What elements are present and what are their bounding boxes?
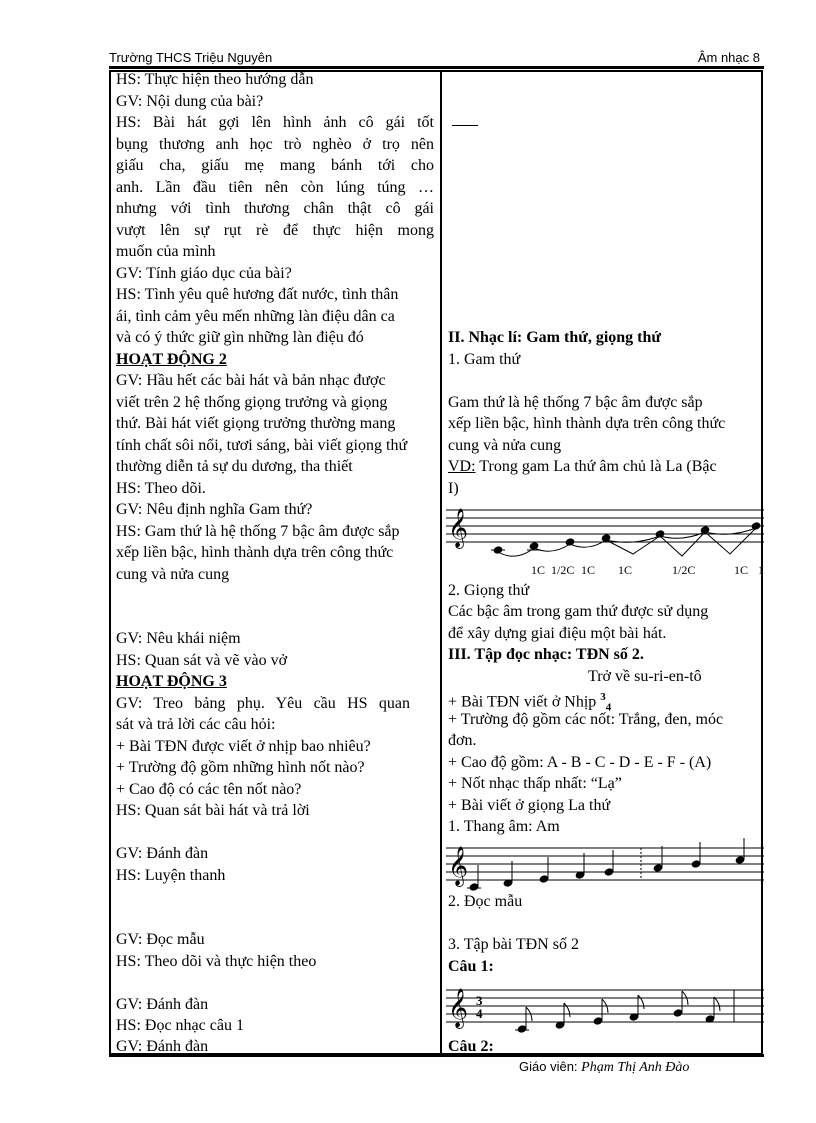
- interval-label: 1C: [531, 563, 546, 577]
- treble-clef-icon: 𝄞: [448, 846, 469, 886]
- time-signature-text: + Bài TĐN viết ở Nhịp: [448, 693, 597, 711]
- right-line: 3. Tập bài TĐN số 2: [448, 936, 579, 953]
- left-line: giấu cha, giấu mẹ mang bánh tới cho: [116, 157, 434, 174]
- left-line: ái, tình cảm yêu mến những làn điệu dân ca: [116, 308, 395, 325]
- right-line: [448, 456, 717, 478]
- song-title: Trở về su-ri-en-tô: [588, 668, 702, 685]
- left-line: HS: Quan sát bài hát và trả lời: [116, 802, 310, 819]
- left-line: anh. Lần đầu tiên nên còn lúng túng …: [116, 179, 434, 196]
- interval-label: 1C: [734, 563, 749, 577]
- right-line: 1. Thang âm: Am: [448, 818, 560, 835]
- right-line: I): [448, 480, 459, 497]
- right-line: để xây dựng giai điệu một bài hát.: [448, 625, 667, 642]
- activity-heading: HOẠT ĐỘNG 2: [116, 351, 227, 368]
- teacher-label: Giáo viên:: [519, 1059, 578, 1074]
- time-sig-top: 3: [600, 691, 606, 703]
- left-line: HS: Luyện thanh: [116, 867, 226, 884]
- interval-label: 1C: [618, 563, 633, 577]
- left-line: GV: Treo bảng phụ. Yêu cầu HS quan: [116, 695, 410, 712]
- right-line: 1. Gam thứ: [448, 351, 521, 368]
- left-line: HS: Theo dõi.: [116, 480, 206, 497]
- time-sig-top-mark: 3: [476, 993, 483, 1008]
- left-line: HS: Bài hát gợi lên hình ảnh cô gái tốt: [116, 114, 434, 131]
- time-sig-bottom: 4: [605, 701, 612, 714]
- left-line: HS: Theo dõi và thực hiện theo: [116, 953, 317, 970]
- scale-staff-2: [446, 838, 764, 892]
- right-line: + Cao độ gồm: A - B - C - D - E - F - (A): [448, 754, 712, 771]
- page-header: [109, 50, 764, 65]
- left-line: tính chất sôi nổi, tươi sáng, bài viết giọng thứ: [116, 437, 408, 454]
- interval-label: 1/2C: [672, 563, 696, 577]
- left-line: xếp liền bậc, hình thành dựa trên công thức: [116, 544, 394, 561]
- right-line: Gam thứ là hệ thống 7 bậc âm được sắp: [448, 394, 703, 411]
- right-line: + Bài viết ở giọng La thứ: [448, 797, 611, 814]
- left-line: GV: Nêu khái niệm: [116, 630, 241, 647]
- right-line: cung và nửa cung: [448, 437, 562, 454]
- left-line: GV: Đánh đàn: [116, 845, 209, 862]
- left-line: và có ý thức giữ gìn những làn điệu đó: [116, 329, 364, 346]
- footer: [519, 1059, 689, 1076]
- left-line: HS: Đọc nhạc câu 1: [116, 1017, 244, 1034]
- school-name: Trường THCS Triệu Nguyên: [109, 50, 273, 65]
- teacher-name: Phạm Thị Anh Đào: [581, 1060, 690, 1075]
- left-line: GV: Đánh đàn: [116, 1038, 209, 1054]
- interval-label: 1: [758, 563, 764, 577]
- interval-label: 1/2C: [551, 563, 575, 577]
- treble-clef-icon: 𝄞: [448, 988, 469, 1028]
- left-line: HS: Gam thứ là hệ thống 7 bậc âm được sắp: [116, 523, 400, 540]
- left-line: vượt lên sự rụt rè để thực hiện mong: [116, 222, 434, 239]
- example-text: Trong gam La thứ âm chủ là La (Bậc: [475, 458, 717, 475]
- right-line: 2. Đọc mẫu: [448, 893, 523, 910]
- right-line: xếp liền bậc, hình thành dựa trên công thức: [448, 415, 726, 432]
- left-line: GV: Hầu hết các bài hát và bản nhạc được: [116, 372, 386, 389]
- left-line: GV: Đọc mẫu: [116, 931, 205, 948]
- activity-heading: HOẠT ĐỘNG 3: [116, 673, 227, 690]
- right-line: + Trường độ gồm các nốt: Trắng, đen, móc: [448, 711, 724, 728]
- left-line: cung và nửa cung: [116, 566, 230, 583]
- left-line: GV: Tính giáo dục của bài?: [116, 265, 292, 282]
- phrase-label: Câu 2:: [448, 1038, 494, 1054]
- left-line: GV: Nêu định nghĩa Gam thứ?: [116, 501, 313, 518]
- section-heading: III. Tập đọc nhạc: TĐN số 2.: [448, 646, 644, 663]
- example-label: VD:: [448, 458, 476, 475]
- left-line: thường diễn tả sự du dương, tha thiết: [116, 458, 353, 475]
- right-line: + Nốt nhạc thấp nhất: “Lạ”: [448, 775, 622, 792]
- left-line: + Trường độ gồm những hình nốt nào?: [116, 759, 365, 776]
- phrase-label: Câu 1:: [448, 958, 494, 975]
- left-line: HS: Thực hiện theo hướng dẫn: [116, 71, 314, 88]
- left-line: bụng thương anh học trò nghèo ở trọ nên: [116, 136, 434, 153]
- left-line: + Bài TĐN được viết ở nhịp bao nhiêu?: [116, 738, 371, 755]
- left-line: muốn của mình: [116, 243, 216, 260]
- left-line: HS: Quan sát và vẽ vào vở: [116, 652, 288, 669]
- time-sig-bottom-mark: 4: [476, 1006, 483, 1021]
- left-line: viết trên 2 hệ thống giọng trưởng và giọng: [116, 394, 388, 411]
- phrase-staff-1: [446, 980, 764, 1034]
- left-line: + Cao độ có các tên nốt nào?: [116, 781, 302, 798]
- scale-staff-1: [446, 496, 764, 580]
- right-line: Các bậc âm trong gam thứ được sử dụng: [448, 603, 709, 620]
- right-line: đơn.: [448, 732, 477, 749]
- bottom-rule: [109, 1054, 764, 1057]
- right-line: 2. Giọng thứ: [448, 582, 530, 599]
- treble-clef-icon: 𝄞: [448, 508, 469, 548]
- left-line: HS: Tình yêu quê hương đất nước, tình thân: [116, 286, 399, 303]
- left-line: sát và trả lời các câu hỏi:: [116, 716, 276, 733]
- column-divider: [440, 70, 442, 1055]
- subject-name: Âm nhạc 8: [697, 50, 760, 65]
- left-line: thứ. Bài hát viết giọng trưởng thường mang: [116, 415, 396, 432]
- left-line: nhưng với tình thương chân thật cô gái: [116, 200, 434, 217]
- interval-label: 1C: [581, 563, 596, 577]
- dash-mark: [452, 125, 478, 126]
- note-head: [601, 533, 612, 543]
- left-line: GV: Nội dung của bài?: [116, 93, 264, 110]
- left-line: GV: Đánh đàn: [116, 996, 209, 1013]
- section-heading: II. Nhạc lí: Gam thứ, giọng thứ: [448, 329, 661, 346]
